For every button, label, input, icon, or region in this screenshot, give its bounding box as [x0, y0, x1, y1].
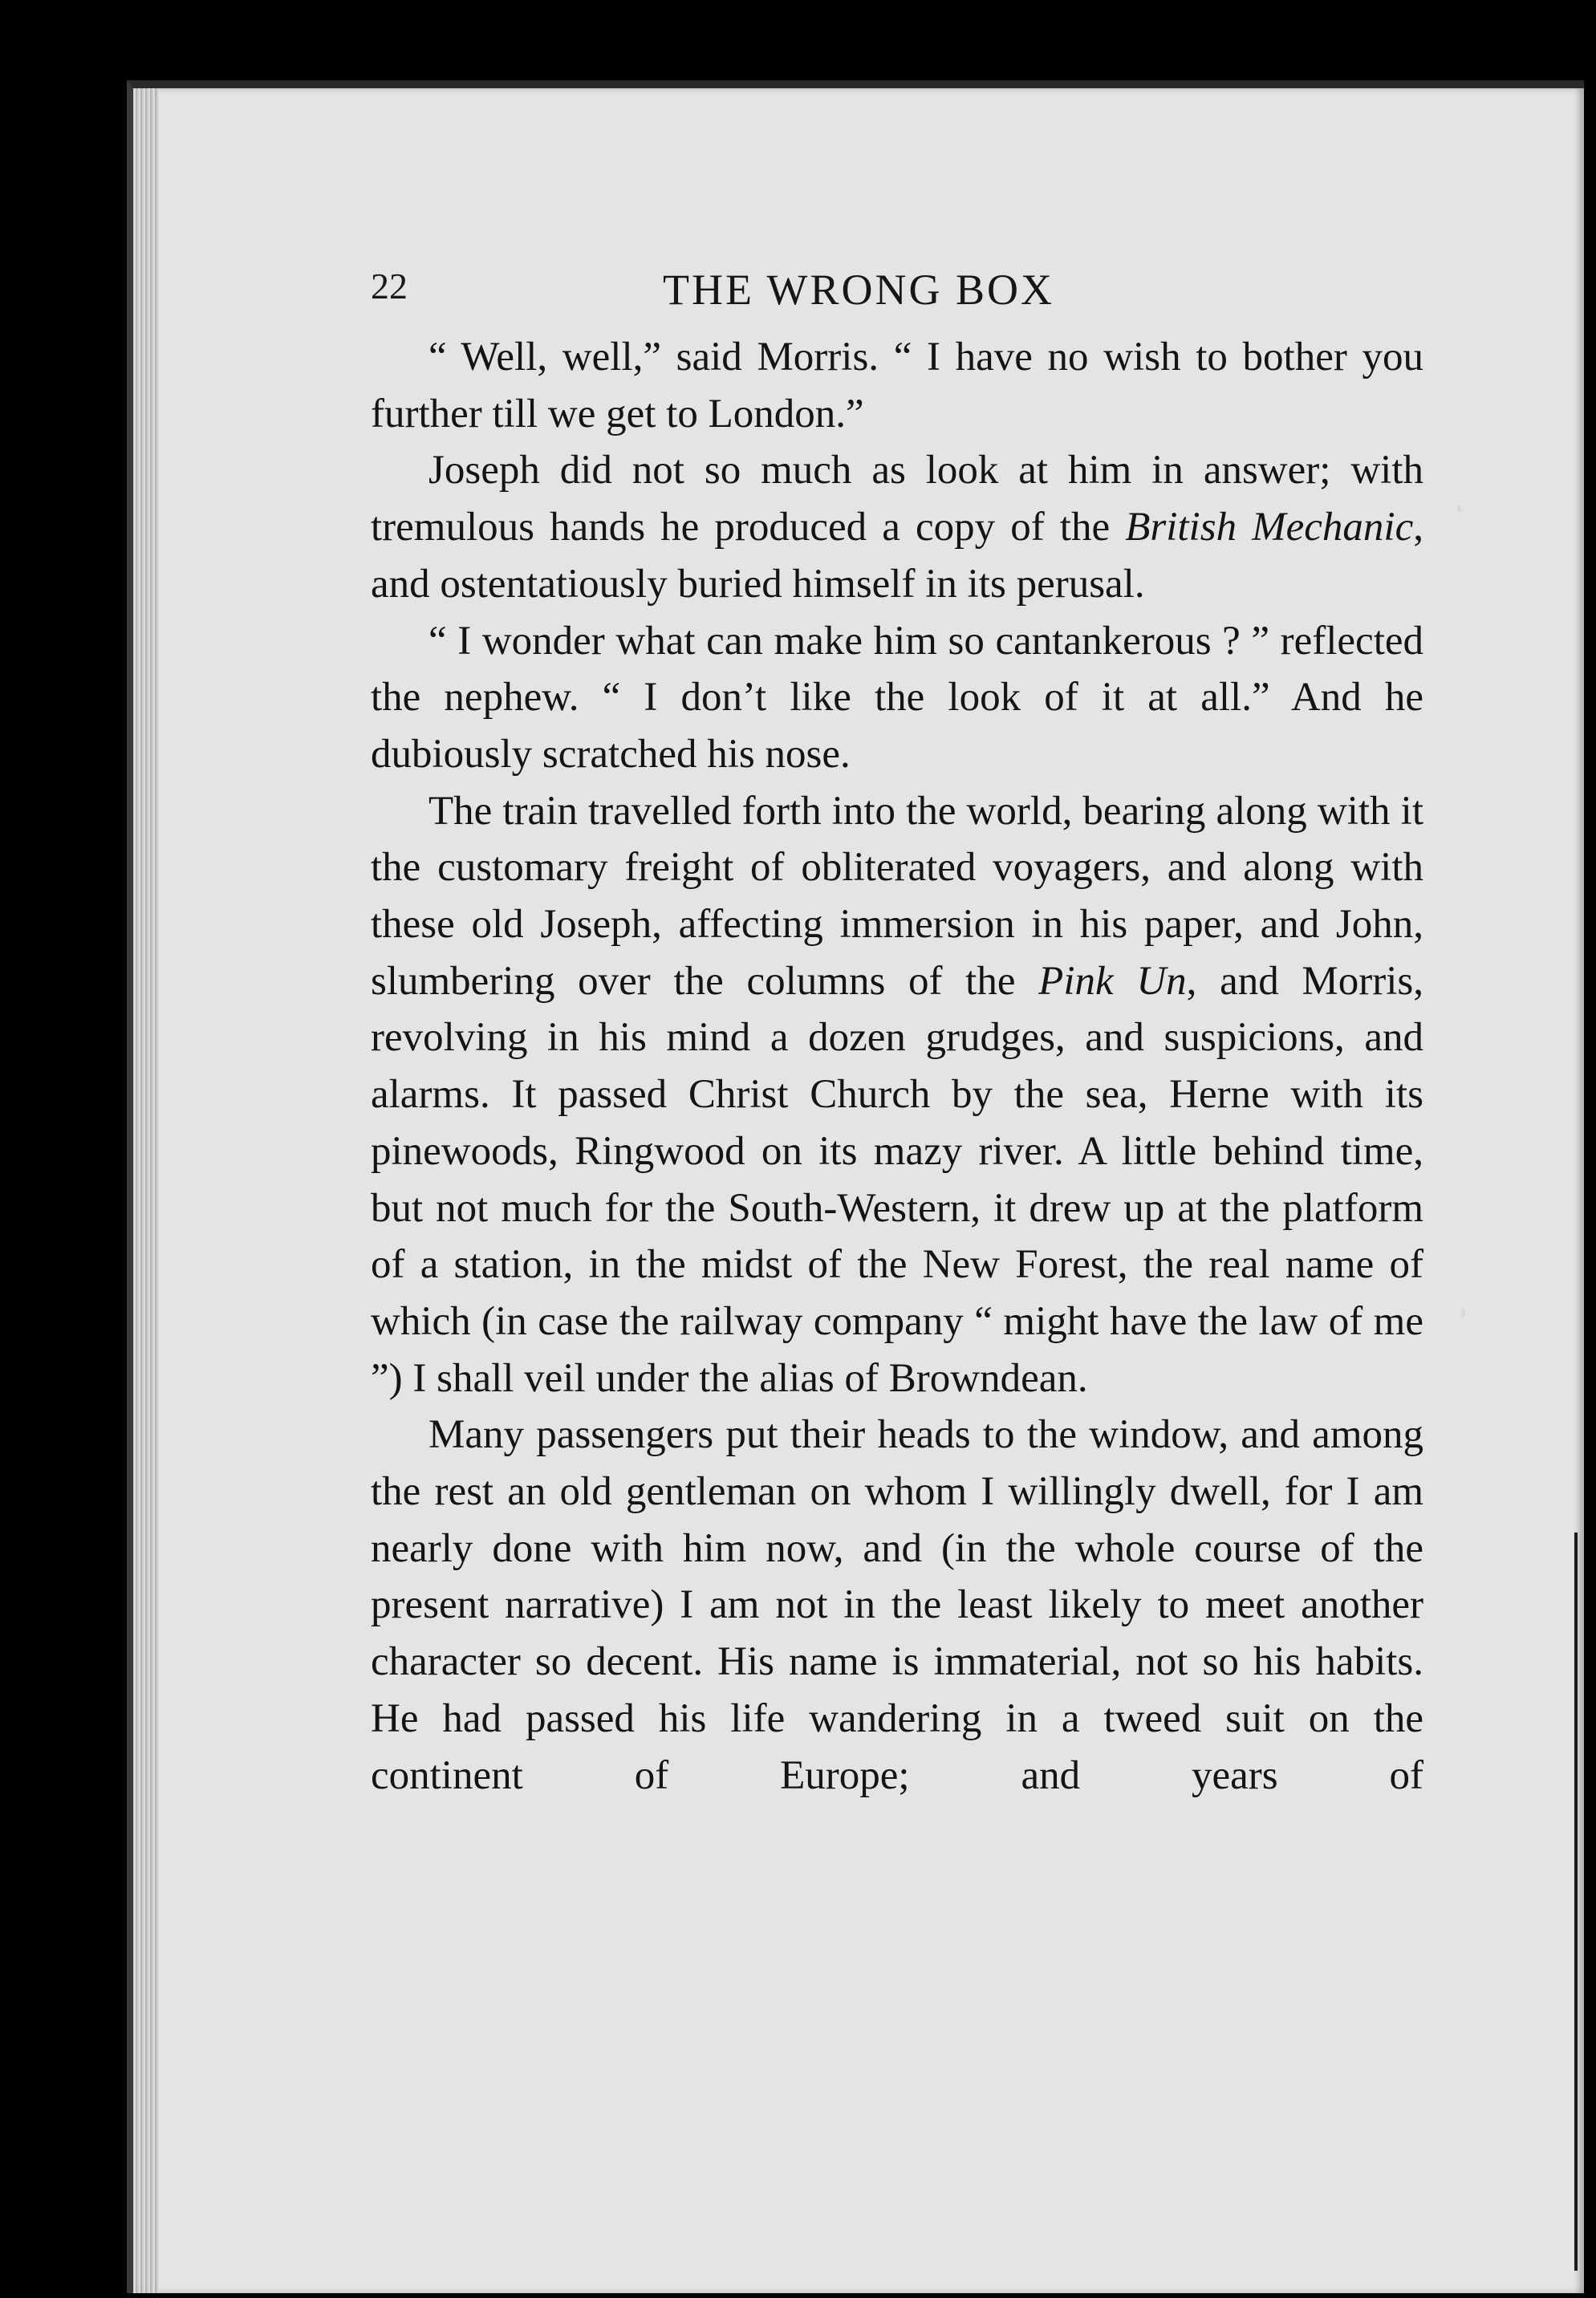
text-run: , and ostentatiously buried himself in its perusal. [371, 505, 1423, 607]
text-run: The train travelled forth into the world, bearing along with it the customary freight of obliterated voyagers, and along with these old Joseph, affecting immersion in his paper, and John, slumbering over the columns of the [371, 788, 1423, 1004]
italic-title: British Mechanic [1125, 505, 1414, 550]
page-edges [133, 88, 159, 2293]
text-run: Many passengers put their heads to the window, and among the rest an old gentleman on whom I willingly dwell, for I am nearly done with him now, and (in the whole course of the present narrative) I am not in the least likely to meet another character so decent. His name is immaterial, not so his habits. He had passed his life wandering in a tweed suit on the continent of Europe; and years of [371, 1412, 1423, 1798]
paragraph [371, 783, 1423, 1407]
running-head [133, 265, 1584, 329]
text-run: , and Morris, revolving in his mind a dozen grudges, and suspicions, and alarms. It passed Christ Church by the sea, Herne with its pinewoods, Ringwood on its mazy river. A little behind time, but not much for the South-Western, it drew up at the platform of a station, in the midst of the New Forest, the real name of which (in case the railway company “ might have the law of me ”) I shall veil under the alias of Browndean. [371, 958, 1424, 1401]
paragraph [371, 442, 1423, 612]
scan-edge-rule [1574, 1533, 1578, 2271]
book-page [127, 80, 1584, 2293]
body-text [371, 329, 1423, 1804]
text-run: “ Well, well,” said Morris. “ I have no wish to bother you further till we get to London.” [371, 335, 1423, 436]
scan-speck [1457, 505, 1461, 512]
paragraph [371, 329, 1423, 442]
paragraph [371, 613, 1423, 783]
page-number: 22 [371, 266, 408, 307]
running-title: THE WRONG BOX [663, 266, 1054, 314]
paragraph [371, 1407, 1423, 1804]
text-run: Joseph did not so much as look at him in answer; with tremulous hands he produced a copy of the [371, 448, 1423, 550]
italic-title: Pink Un [1038, 958, 1187, 1004]
scan-speck [1461, 1308, 1465, 1317]
text-run: “ I wonder what can make him so cantankerous ? ” reflected the nephew. “ I don’t like the look of it at all.” And he dubiously scratched his nose. [371, 618, 1423, 777]
